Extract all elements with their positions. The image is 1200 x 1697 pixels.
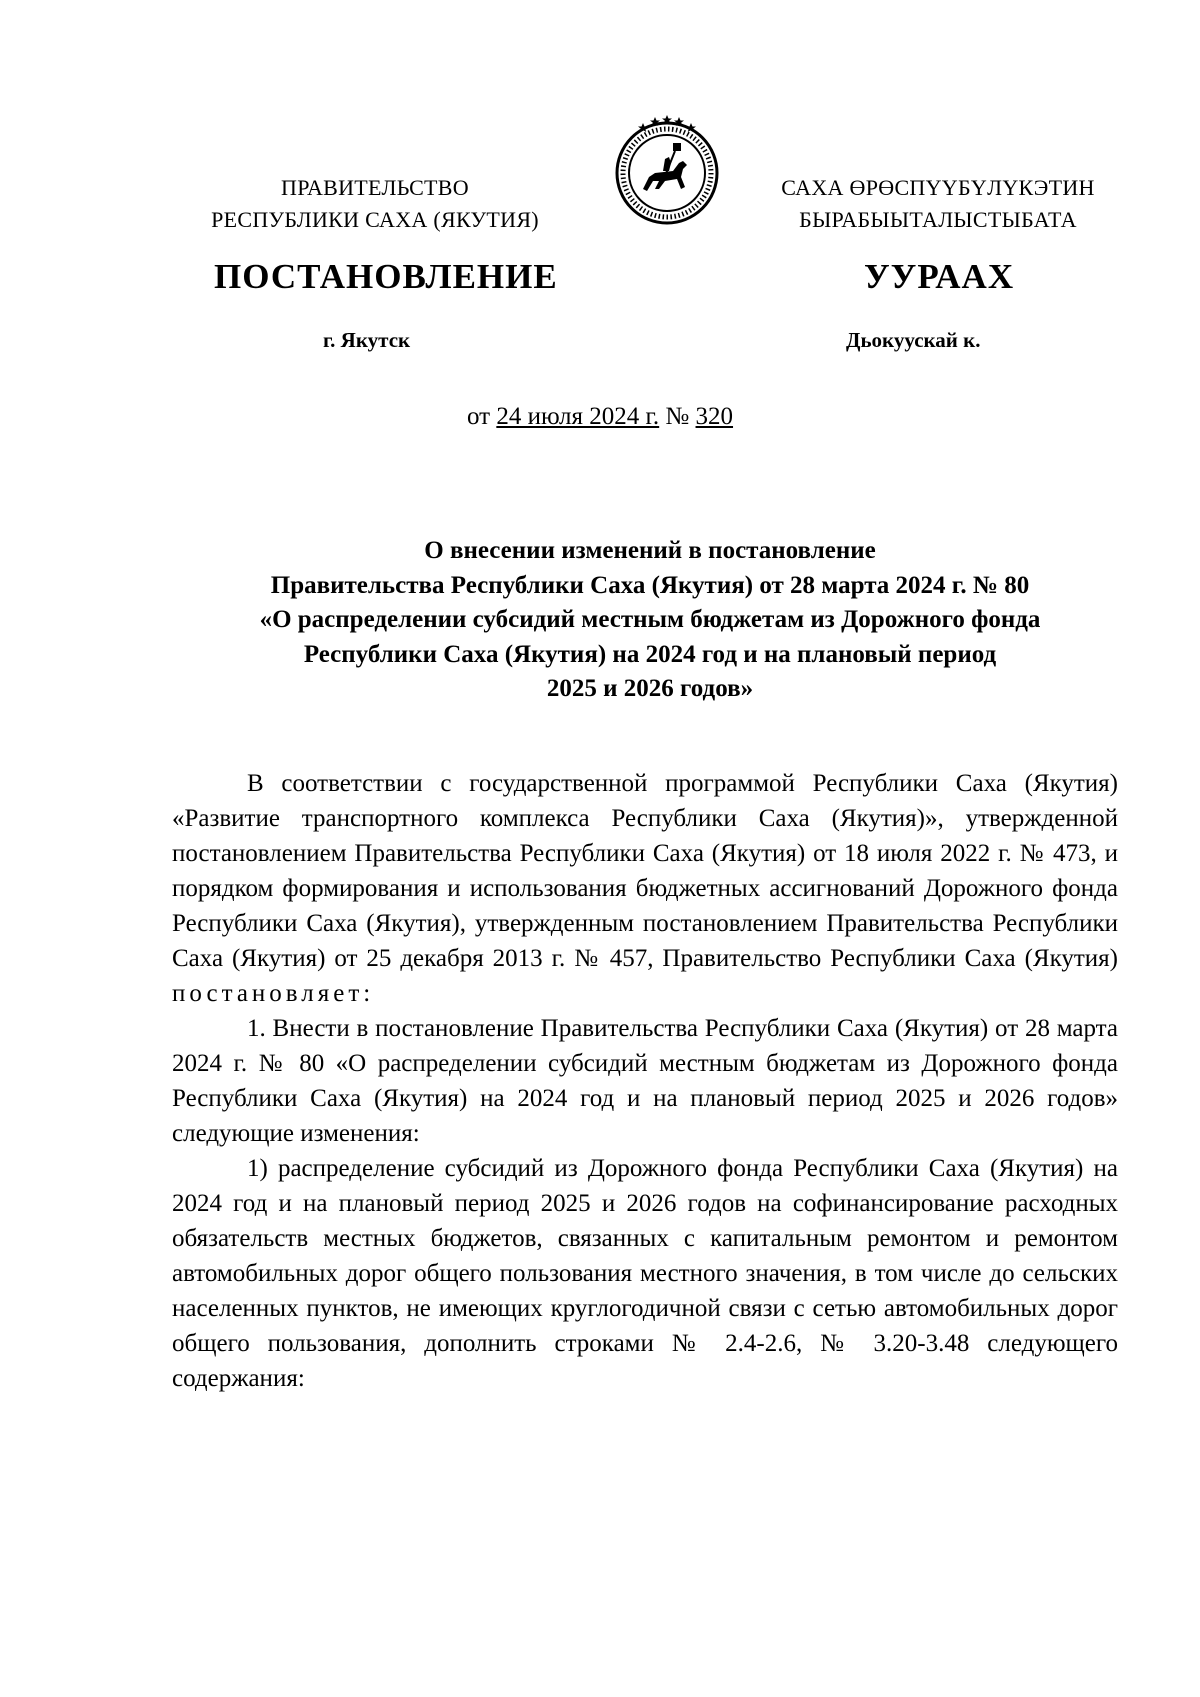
- title-line: Правительства Республики Саха (Якутия) от 28 марта 2024 г. № 80: [270, 571, 1030, 599]
- title-line: Республики Саха (Якутия) на 2024 год и на плановый период: [303, 640, 997, 668]
- preamble-keyword: постановляет:: [172, 980, 375, 1007]
- date-value: 24 июля 2024 г.: [496, 403, 660, 430]
- document-title: [170, 534, 1130, 707]
- doc-number: 320: [695, 403, 734, 430]
- city-sah: Дьокуускай к.: [846, 328, 981, 352]
- doc-kind-sah: УУРААХ: [864, 257, 1015, 296]
- header-left-line1: ПРАВИТЕЛЬСТВО: [281, 175, 469, 200]
- document-body: [172, 766, 1118, 1396]
- title-line: О внесении изменений в постановление: [424, 537, 876, 564]
- coat-of-arms-icon: [603, 111, 731, 227]
- header-right: [728, 172, 1148, 236]
- paragraph-item-1: 1. Внести в постановление Правительства Республики Саха (Якутия) от 28 марта 2024 г. № 80 «О распределении субсидий местным бюджетам из Дорожного фонда Республики Саха (Якутия) на 2024 год и на плановый период 2025 и 2026 годов» следующие изменения:: [172, 1015, 1118, 1147]
- date-line: [0, 403, 1200, 431]
- paragraph-subitem-1: 1) распределение субсидий из Дорожного фонда Республики Саха (Якутия) на 2024 год и на плановый период 2025 и 2026 годов на софинансирование расходных обязательств местных бюджетов, связанных с капитальным ремонтом и ремонтом автомобильных дорог общего пользования местного значения, в том числе до сельских населенных пунктов, не имеющих круглогодичной связи с сетью автомобильных дорог общего пользования, дополнить строками № 2.4-2.6, № 3.20-3.48 следующего содержания:: [172, 1155, 1118, 1392]
- title-line: 2025 и 2026 годов»: [546, 675, 754, 702]
- header-left: [165, 172, 585, 236]
- title-line: «О распределении субсидий местным бюджетам из Дорожного фонда: [259, 606, 1041, 633]
- header-right-line2: БЫРАБЫЫТАЛЫСТЫБАТА: [799, 207, 1077, 232]
- doc-kind-ru: ПОСТАНОВЛЕНИЕ: [214, 257, 558, 296]
- paragraph-preamble: [172, 766, 1118, 1011]
- number-sign: №: [665, 403, 690, 430]
- header-left-line2: РЕСПУБЛИКИ САХА (ЯКУТИЯ): [211, 207, 539, 232]
- preamble-text: В соответствии с государственной программой Республики Саха (Якутия) «Развитие транспортного комплекса Республики Саха (Якутия)», утвержденной постановлением Правительства Республики Саха (Якутия) от 18 июля 2022 г. № 473, и порядком формирования и использования бюджетных ассигнований Дорожного фонда Республики Саха (Якутия), утвержденным постановлением Правительства Республики Саха (Якутия) от 25 декабря 2013 г. № 457, Правительство Республики Саха (Якутия): [172, 770, 1118, 972]
- date-prefix: от: [466, 403, 491, 430]
- header-right-line1: САХА ӨРӨСПҮҮБҮЛҮКЭТИН: [781, 175, 1095, 200]
- city-ru: г. Якутск: [323, 328, 411, 352]
